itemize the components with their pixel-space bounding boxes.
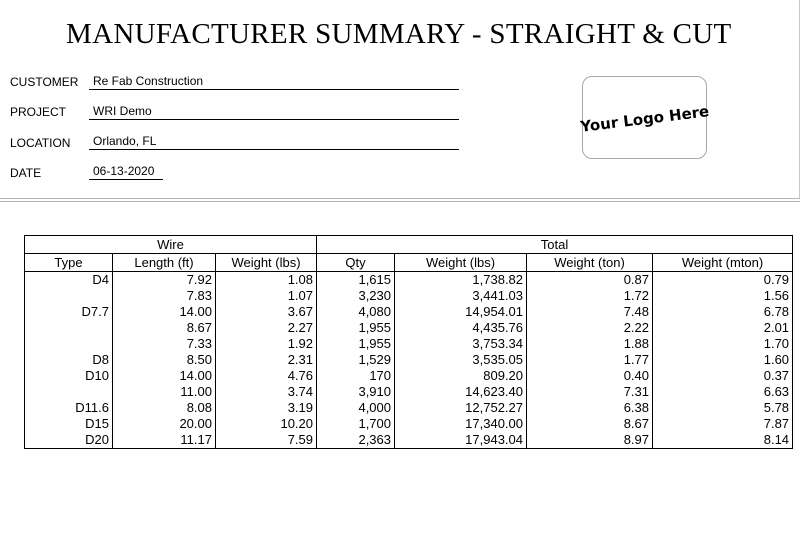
cell-wire-weight: 3.67 [216,304,317,320]
column-header-total-weight-ton: Weight (ton) [527,254,653,272]
cell-length: 8.08 [113,400,216,416]
cell-total-weight-mton: 1.60 [653,352,793,368]
cell-total-weight-mton: 1.70 [653,336,793,352]
column-header-total-weight-mton: Weight (mton) [653,254,793,272]
cell-total-weight-mton: 7.87 [653,416,793,432]
project-label: PROJECT [10,105,67,119]
cell-type: D15 [25,416,113,432]
cell-wire-weight: 3.19 [216,400,317,416]
cell-total-weight-mton: 2.01 [653,320,793,336]
cell-total-weight-ton: 1.72 [527,288,653,304]
cell-total-weight-mton: 5.78 [653,400,793,416]
cell-total-weight-lbs: 17,340.00 [395,416,527,432]
customer-label: CUSTOMER [10,75,79,89]
group-header-row [25,236,793,254]
cell-total-weight-lbs: 4,435.76 [395,320,527,336]
cell-length: 20.00 [113,416,216,432]
cell-total-weight-ton: 0.40 [527,368,653,384]
cell-total-weight-ton: 1.77 [527,352,653,368]
cell-type [25,288,113,304]
table-row [25,304,793,320]
section-divider [0,198,800,199]
cell-total-weight-ton: 1.88 [527,336,653,352]
cell-total-weight-mton: 8.14 [653,432,793,449]
table-row [25,272,793,289]
table-row [25,336,793,352]
cell-qty: 3,230 [317,288,395,304]
cell-total-weight-ton: 7.48 [527,304,653,320]
cell-total-weight-lbs: 3,535.05 [395,352,527,368]
cell-type [25,336,113,352]
cell-length: 7.83 [113,288,216,304]
logo-text: Your Logo Here [579,101,710,136]
cell-wire-weight: 7.59 [216,432,317,449]
location-value: Orlando, FL [89,134,459,150]
cell-qty: 2,363 [317,432,395,449]
page-title: MANUFACTURER SUMMARY - STRAIGHT & CUT [66,18,732,50]
cell-wire-weight: 2.27 [216,320,317,336]
cell-length: 8.67 [113,320,216,336]
cell-wire-weight: 2.31 [216,352,317,368]
cell-qty: 3,910 [317,384,395,400]
cell-length: 14.00 [113,304,216,320]
cell-wire-weight: 1.92 [216,336,317,352]
table-row [25,288,793,304]
table-body [25,272,793,449]
cell-type: D11.6 [25,400,113,416]
cell-wire-weight: 1.08 [216,272,317,289]
project-value: WRI Demo [89,104,459,120]
cell-qty: 4,080 [317,304,395,320]
cell-total-weight-mton: 1.56 [653,288,793,304]
cell-qty: 4,000 [317,400,395,416]
cell-length: 7.33 [113,336,216,352]
cell-total-weight-lbs: 14,954.01 [395,304,527,320]
column-header-length: Length (ft) [113,254,216,272]
summary-table [24,235,793,449]
cell-qty: 1,700 [317,416,395,432]
table-row [25,400,793,416]
logo-placeholder [579,76,710,159]
cell-length: 8.50 [113,352,216,368]
cell-wire-weight: 4.76 [216,368,317,384]
cell-total-weight-lbs: 17,943.04 [395,432,527,449]
cell-qty: 1,529 [317,352,395,368]
cell-total-weight-ton: 8.67 [527,416,653,432]
cell-total-weight-mton: 6.78 [653,304,793,320]
table-row [25,384,793,400]
table-row [25,352,793,368]
cell-length: 11.17 [113,432,216,449]
cell-total-weight-ton: 0.87 [527,272,653,289]
cell-total-weight-mton: 6.63 [653,384,793,400]
cell-qty: 1,615 [317,272,395,289]
cell-wire-weight: 10.20 [216,416,317,432]
location-label: LOCATION [10,136,71,150]
cell-total-weight-mton: 0.37 [653,368,793,384]
cell-qty: 1,955 [317,320,395,336]
cell-total-weight-ton: 2.22 [527,320,653,336]
cell-type: D20 [25,432,113,449]
cell-total-weight-lbs: 14,623.40 [395,384,527,400]
cell-total-weight-lbs: 3,753.34 [395,336,527,352]
table-row [25,432,793,449]
column-header-type: Type [25,254,113,272]
cell-total-weight-ton: 7.31 [527,384,653,400]
cell-total-weight-lbs: 809.20 [395,368,527,384]
cell-type: D8 [25,352,113,368]
column-header-qty: Qty [317,254,395,272]
column-header-wire-weight: Weight (lbs) [216,254,317,272]
cell-length: 14.00 [113,368,216,384]
cell-type [25,384,113,400]
cell-type [25,320,113,336]
cell-wire-weight: 1.07 [216,288,317,304]
wire-group-header: Wire [25,236,317,254]
section-divider-secondary [0,201,800,202]
column-header-row [25,254,793,272]
cell-total-weight-mton: 0.79 [653,272,793,289]
table-row [25,368,793,384]
cell-type: D4 [25,272,113,289]
table-row [25,320,793,336]
cell-type: D10 [25,368,113,384]
cell-qty: 1,955 [317,336,395,352]
cell-length: 11.00 [113,384,216,400]
cell-total-weight-ton: 6.38 [527,400,653,416]
cell-type: D7.7 [25,304,113,320]
date-value: 06-13-2020 [89,164,163,180]
cell-total-weight-ton: 8.97 [527,432,653,449]
cell-length: 7.92 [113,272,216,289]
cell-total-weight-lbs: 1,738.82 [395,272,527,289]
cell-wire-weight: 3.74 [216,384,317,400]
cell-total-weight-lbs: 3,441.03 [395,288,527,304]
column-header-total-weight-lbs: Weight (lbs) [395,254,527,272]
total-group-header: Total [317,236,793,254]
date-label: DATE [10,166,42,180]
cell-total-weight-lbs: 12,752.27 [395,400,527,416]
customer-value: Re Fab Construction [89,74,459,90]
cell-qty: 170 [317,368,395,384]
table-row [25,416,793,432]
